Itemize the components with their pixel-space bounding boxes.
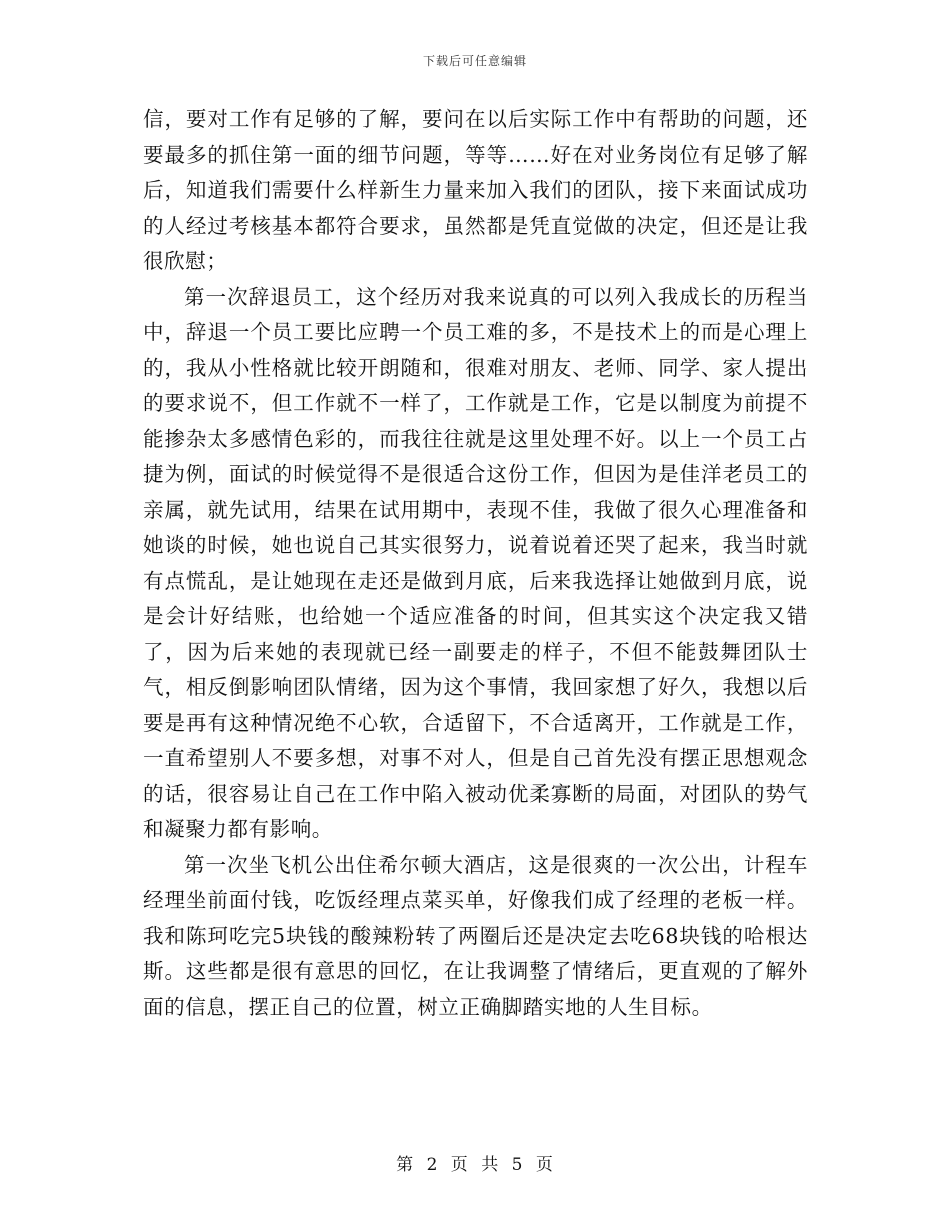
page-prefix: 第 bbox=[396, 1155, 415, 1175]
page-footer bbox=[0, 1150, 950, 1175]
page-suffix: 页 bbox=[535, 1155, 554, 1175]
total-word: 共 bbox=[481, 1155, 500, 1175]
total-pages-number: 5 bbox=[511, 1155, 524, 1175]
paragraph-continuation: 信，要对工作有足够的了解，要问在以后实际工作中有帮助的问题，还要最多的抓住第一面的细节问题，等等……好在对业务岗位有足够了解后，知道我们需要什么样新生力量来加入我们的团队，接下来面试成功的人经过考核基本都符合要求，虽然都是凭直觉做的决定，但还是让我很欣慰； bbox=[143, 107, 808, 273]
document-body bbox=[143, 102, 808, 1025]
page-header: 下载后可任意编辑 bbox=[422, 54, 527, 68]
current-page-number: 2 bbox=[426, 1155, 439, 1175]
page-word: 页 bbox=[450, 1155, 469, 1175]
paragraph-first-flight: 第一次坐飞机公出住希尔顿大酒店，这是很爽的一次公出，计程车经理坐前面付钱，吃饭经理点菜买单，好像我们成了经理的老板一样。我和陈珂吃完5块钱的酸辣粉转了两圈后还是决定去吃68块钱的哈根达斯。这些都是很有意思的回忆，在让我调整了情绪后，更直观的了解外面的信息，摆正自己的位置，树立正确脚踏实地的人生目标。 bbox=[143, 852, 808, 1019]
paragraph-first-dismissal: 第一次辞退员工，这个经历对我来说真的可以列入我成长的历程当中，辞退一个员工要比应聘一个员工难的多，不是技术上的而是心理上的，我从小性格就比较开朗随和，很难对朋友、老师、同学、家人提出的要求说不，但工作就不一样了，工作就是工作，它是以制度为前提不能掺杂太多感情色彩的，而我往往就是这里处理不好。以上一个员工占捷为例，面试的时候觉得不是很适合这份工作，但因为是佳洋老员工的亲属，就先试用，结果在试用期中，表现不佳，我做了很久心理准备和她谈的时候，她也说自己其实很努力，说着说着还哭了起来，我当时就有点慌乱，是让她现在走还是做到月底，后来我选择让她做到月底，说是会计好结账，也给她一个适应准备的时间，但其实这个决定我又错了，因为后来她的表现就已经一副要走的样子，不但不能鼓舞团队士气，相反倒影响团队情绪，因为这个事情，我回家想了好久，我想以后要是再有这种情况绝不心软，合适留下，不合适离开，工作就是工作，一直希望别人不要多想，对事不对人，但是自己首先没有摆正思想观念的话，很容易让自己在工作中陷入被动优柔寡断的局面，对团队的势气和凝聚力都有影响。 bbox=[143, 284, 808, 841]
